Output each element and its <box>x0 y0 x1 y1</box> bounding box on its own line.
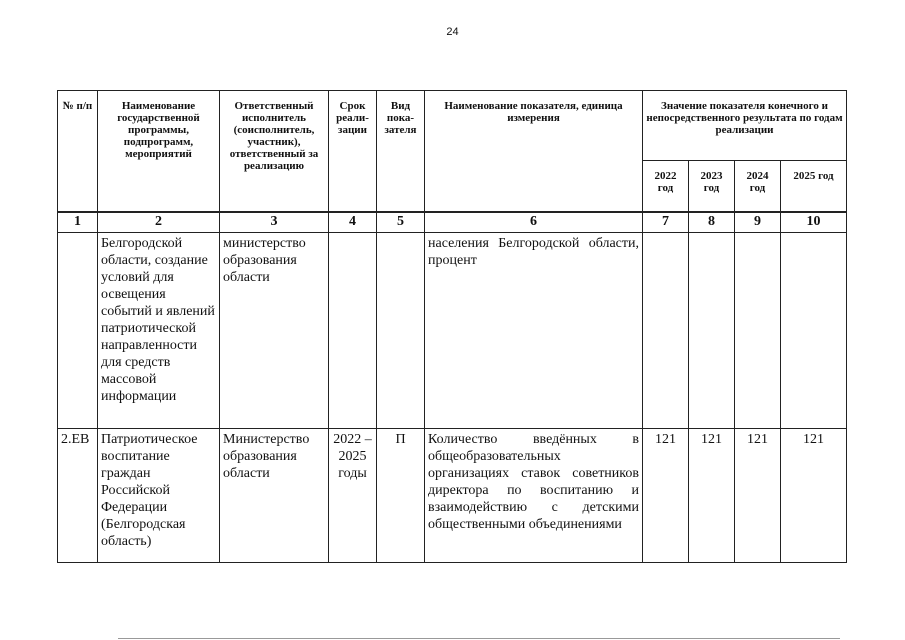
term-cell <box>329 232 377 428</box>
page-number: 24 <box>446 26 459 38</box>
header-year-2023: 2023 год <box>689 161 735 212</box>
value-2023-cell <box>689 232 735 428</box>
term-cell: 2022 – 2025 годы <box>329 428 377 562</box>
executor-cell: министерство образования области <box>220 232 329 428</box>
indicator-type-cell <box>377 232 425 428</box>
header-term: Срок реали- зации <box>329 91 377 212</box>
header-year-2024: 2024 год <box>735 161 781 212</box>
value-2024-cell: 121 <box>735 428 781 562</box>
column-number: 2 <box>98 212 220 233</box>
program-name-cell: Белгородской области, создание условий для освещения событий и явлений патриотической направленности для средств массовой информации <box>98 232 220 428</box>
header-executor: Ответственный исполнитель (соисполнитель, участник), ответственный за реализацию <box>220 91 329 212</box>
value-2025-cell <box>781 232 847 428</box>
column-number: 7 <box>643 212 689 233</box>
value-2022-cell: 121 <box>643 428 689 562</box>
column-number: 3 <box>220 212 329 233</box>
indicator-name-cell: населения Белгородской области, процент <box>425 232 643 428</box>
column-number: 8 <box>689 212 735 233</box>
executor-cell: Министерство образования области <box>220 428 329 562</box>
value-2023-cell: 121 <box>689 428 735 562</box>
program-name-cell: Патриотическое воспитание граждан Российской Федерации (Белгородская область) <box>98 428 220 562</box>
table-row <box>58 232 847 428</box>
column-number: 4 <box>329 212 377 233</box>
header-year-2022: 2022 год <box>643 161 689 212</box>
header-year-2025: 2025 год <box>781 161 847 212</box>
page-bottom-rule <box>118 638 840 639</box>
row-number: 2.ЕВ <box>58 428 98 562</box>
value-2024-cell <box>735 232 781 428</box>
column-number: 9 <box>735 212 781 233</box>
header-indicator-name: Наименование показателя, единица измерения <box>425 91 643 212</box>
header-program-name: Наименование государственной программы, подпрограмм, мероприятий <box>98 91 220 212</box>
column-number: 6 <box>425 212 643 233</box>
table-row <box>58 428 847 562</box>
header-indicator-type: Вид пока- зателя <box>377 91 425 212</box>
column-number: 1 <box>58 212 98 233</box>
header-values-group: Значение показателя конечного и непосредственного результата по годам реализации <box>643 91 847 161</box>
row-number <box>58 232 98 428</box>
indicator-type-cell: П <box>377 428 425 562</box>
indicator-name-cell: Количество введённых в общеобразовательных организациях ставок советников директора по воспитанию и взаимодействию с детскими общественными объединениями <box>425 428 643 562</box>
program-table <box>57 90 847 563</box>
value-2022-cell <box>643 232 689 428</box>
column-number: 10 <box>781 212 847 233</box>
value-2025-cell: 121 <box>781 428 847 562</box>
header-num: № п/п <box>58 91 98 212</box>
column-number-row <box>58 212 847 233</box>
column-number: 5 <box>377 212 425 233</box>
